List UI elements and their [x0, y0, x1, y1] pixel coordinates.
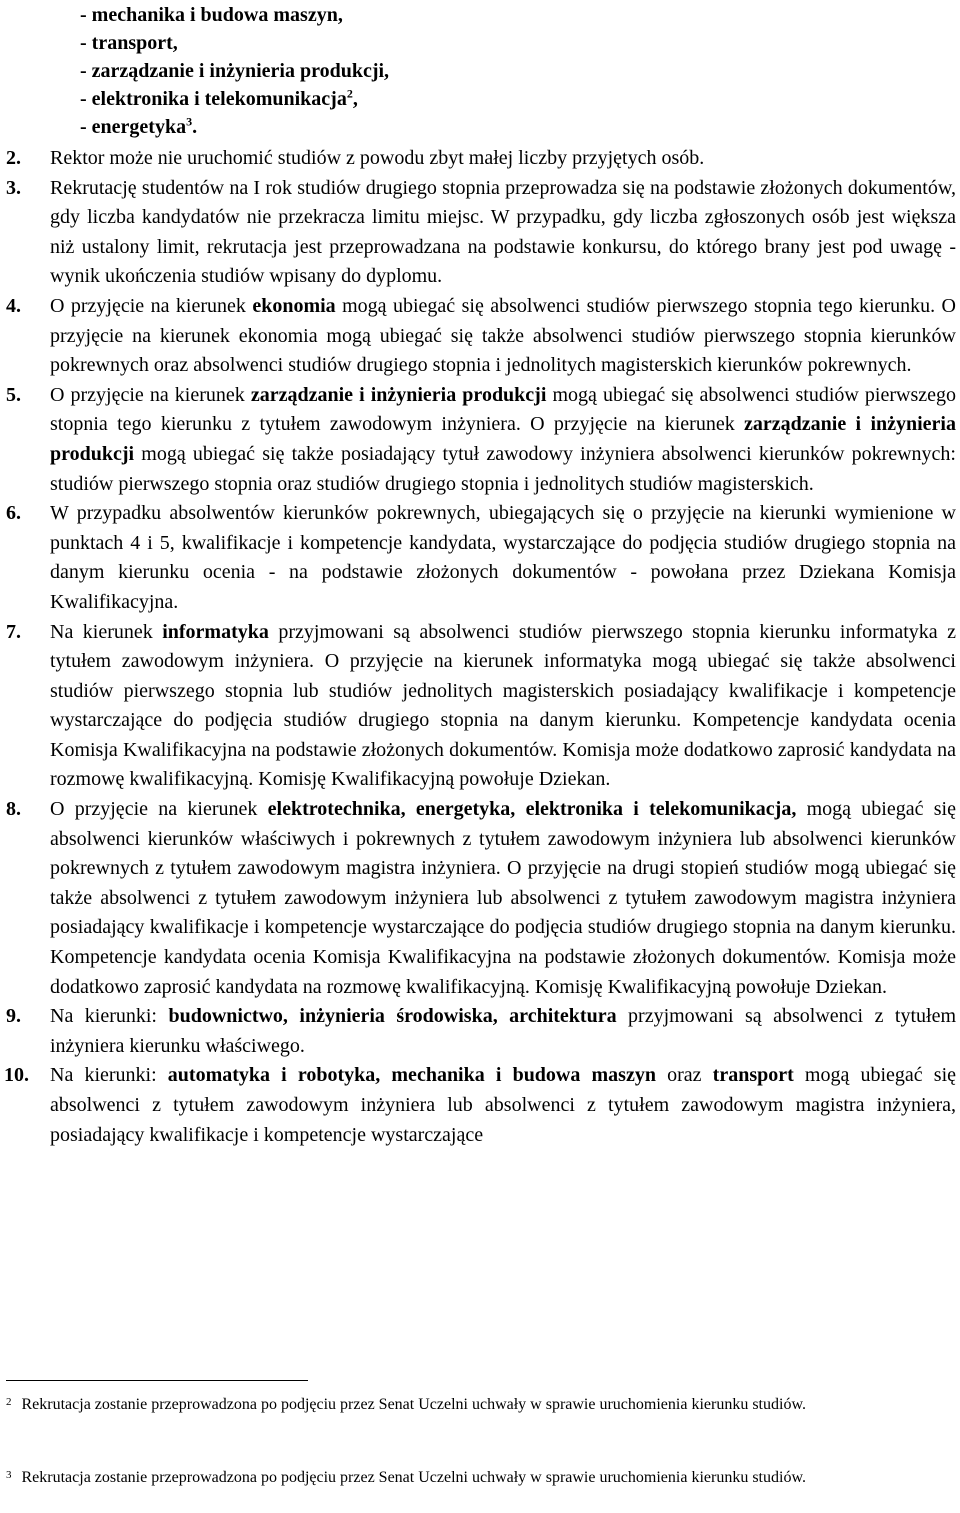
list-item-text: W przypadku absolwentów kierunków pokrewnych, ubiegających się o przyjęcie na kierunki wymienione w punktach 4 i 5, kwalifikacje i kompetencje kandydata, wystarczające do podjęcia studiów drugiego stopnia na danym kierunku ocenia - na podstawie złożonych dokumentów - powołana przez Dziekana Komisja Kwalifikacyjna.	[50, 502, 956, 613]
list-item-text: mogą ubiegać się absolwenci kierunków właściwych i pokrewnych z tytułem zawodowym inżyniera lub absolwenci kierunków pokrewnych z tytułem zawodowym magistra inżyniera. O przyjęcie na drugi stopień studiów mogą ubiegać się także absolwenci z tytułem zawodowym inżyniera lub absolwenci z tytułem zawodowym magistra inżyniera posiadający kwalifikacje i kompetencje wystarczające do podjęcia studiów drugiego stopnia na danym kierunku. Kompetencje kandydata ocenia Komisja Kwalifikacyjna na podstawie złożonych dokumentów. Komisja może dodatkowo zaprosić kandydata na rozmowę kwalifikacyjną. Komisję Kwalifikacyjną powołuje Dziekan.	[50, 798, 956, 998]
bullet-item: - transport,	[80, 32, 178, 54]
list-item-number: 9.	[6, 1005, 21, 1028]
bold-term: zarządzanie i inżynieria produkcji	[50, 413, 956, 465]
bullet-item: - mechanika i budowa maszyn,	[80, 4, 343, 26]
list-item-text: O przyjęcie na kierunek	[50, 294, 253, 317]
list-item-number: 5.	[6, 383, 21, 406]
list-item-text: oraz	[655, 1064, 713, 1087]
list-item	[0, 144, 956, 174]
list-item-number: 8.	[6, 798, 21, 821]
list-item-text: mogą ubiegać się absolwenci studiów pierwszego stopnia tego kierunku. O przyjęcie na kierunek ekonomia mogą ubiegać się także absolwenci studiów pierwszego stopnia kierunków pokrewnych oraz absolwenci studiów drugiego stopnia i jednolitych magisterskich kierunków pokrewnych.	[50, 294, 957, 377]
footnote	[6, 1393, 956, 1416]
list-item-number: 4.	[6, 294, 21, 317]
list-item-number: 10.	[4, 1064, 29, 1087]
bullet-item: - elektronika i telekomunikacja$^2$,	[80, 86, 358, 110]
list-item-text: Rekrutację studentów na I rok studiów drugiego stopnia przeprowadza się na podstawie złożonych dokumentów, gdy liczba kandydatów nie przekracza limitu miejsc. W przypadku, gdy liczba zgłoszonych osób jest większa niż ustalony limit, rekrutacja jest przeprowadzana na podstawie konkursu, do którego brany jest pod uwagę - wynik ukończenia studiów wpisany do dyplomu.	[50, 176, 956, 288]
numbered-list	[0, 144, 956, 1150]
list-item	[0, 381, 956, 499]
list-item	[0, 174, 956, 292]
bullet-item: - zarządzanie i inżynieria produkcji,	[80, 60, 390, 82]
list-item	[0, 1002, 956, 1061]
list-item-text: O przyjęcie na kierunek	[50, 798, 268, 821]
list-item	[0, 618, 956, 796]
bold-term: elektrotechnika, energetyka, elektronika i telekomunikacja,	[267, 798, 797, 821]
list-item-text: Na kierunki:	[50, 1005, 169, 1028]
bold-term: ekonomia	[252, 294, 336, 317]
footnote-mark: 2	[6, 1396, 12, 1408]
list-item-text: przyjmowani są absolwenci studiów pierwszego stopnia kierunku informatyka z tytułem zawodowym inżyniera. O przyjęcie na kierunek informatyka mogą ubiegać się także absolwenci studiów pierwszego stopnia lub studiów jednolitych magisterskich posiadający kwalifikacje i kompetencje wystarczające do podjęcia studiów drugiego stopnia na danym kierunku. Kompetencje kandydata ocenia Komisja Kwalifikacyjna na podstawie złożonych dokumentów. Komisja może dodatkowo zaprosić kandydata na rozmowę kwalifikacyjną. Komisję Kwalifikacyjną powołuje Dziekan.	[50, 620, 957, 791]
list-item-text: mogą ubiegać się absolwenci studiów pierwszego stopnia tego kierunku z tytułem zawodowym inżyniera. O przyjęcie na kierunek	[50, 383, 956, 436]
footnote-separator	[6, 1380, 308, 1381]
list-item-number: 6.	[6, 502, 21, 525]
bold-term: informatyka	[162, 620, 269, 643]
bold-term: automatyka i robotyka, mechanika i budowa maszyn	[167, 1064, 656, 1087]
footnote-ref[interactable]: 2	[346, 86, 353, 101]
list-item-number: 3.	[6, 176, 21, 199]
footnote-mark: 3	[6, 1469, 12, 1481]
list-item-text: mogą ubiegać się absolwenci z tytułem zawodowym inżyniera lub absolwenci z tytułem zawodowym magistra inżyniera, posiadający kwalifikacje i kompetencje wystarczające	[50, 1064, 957, 1146]
list-item-number: 2.	[6, 147, 21, 169]
list-item-text: mogą ubiegać się także posiadający tytuł zawodowy inżyniera absolwenci kierunków pokrewnych: studiów pierwszego stopnia oraz studiów drugiego stopnia i jednolitych studiów magisterskich.	[50, 442, 956, 495]
list-item	[0, 795, 956, 1002]
bold-term: zarządzanie i inżynieria produkcji	[250, 383, 547, 406]
bold-term: budownictwo, inżynieria środowiska, architektura	[168, 1005, 617, 1028]
bold-term: transport	[712, 1064, 794, 1087]
list-item	[0, 1061, 956, 1150]
list-item-text: Rektor może nie uruchomić studiów z powodu zbyt małej liczby przyjętych osób.	[50, 147, 705, 169]
footnote-text: Rekrutacja zostanie przeprowadzona po podjęciu przez Senat Uczelni uchwały w sprawie uruchomienia kierunku studiów.	[21, 1469, 806, 1486]
footnote-text: Rekrutacja zostanie przeprowadzona po podjęciu przez Senat Uczelni uchwały w sprawie uruchomienia kierunku studiów.	[21, 1396, 806, 1413]
list-item-text: O przyjęcie na kierunek	[50, 383, 251, 406]
footnote	[6, 1466, 956, 1489]
list-item-number: 7.	[6, 620, 21, 643]
list-item	[0, 292, 956, 381]
list-item-text: Na kierunek	[50, 620, 163, 643]
list-item-text: Na kierunki:	[50, 1064, 168, 1087]
bullet-item: - energetyka$^3$.	[80, 114, 198, 138]
list-item-text: przyjmowani są absolwenci z tytułem inżyniera kierunku właściwego.	[50, 1005, 957, 1057]
list-item	[0, 499, 956, 617]
footnote-ref[interactable]: 3	[186, 114, 193, 129]
